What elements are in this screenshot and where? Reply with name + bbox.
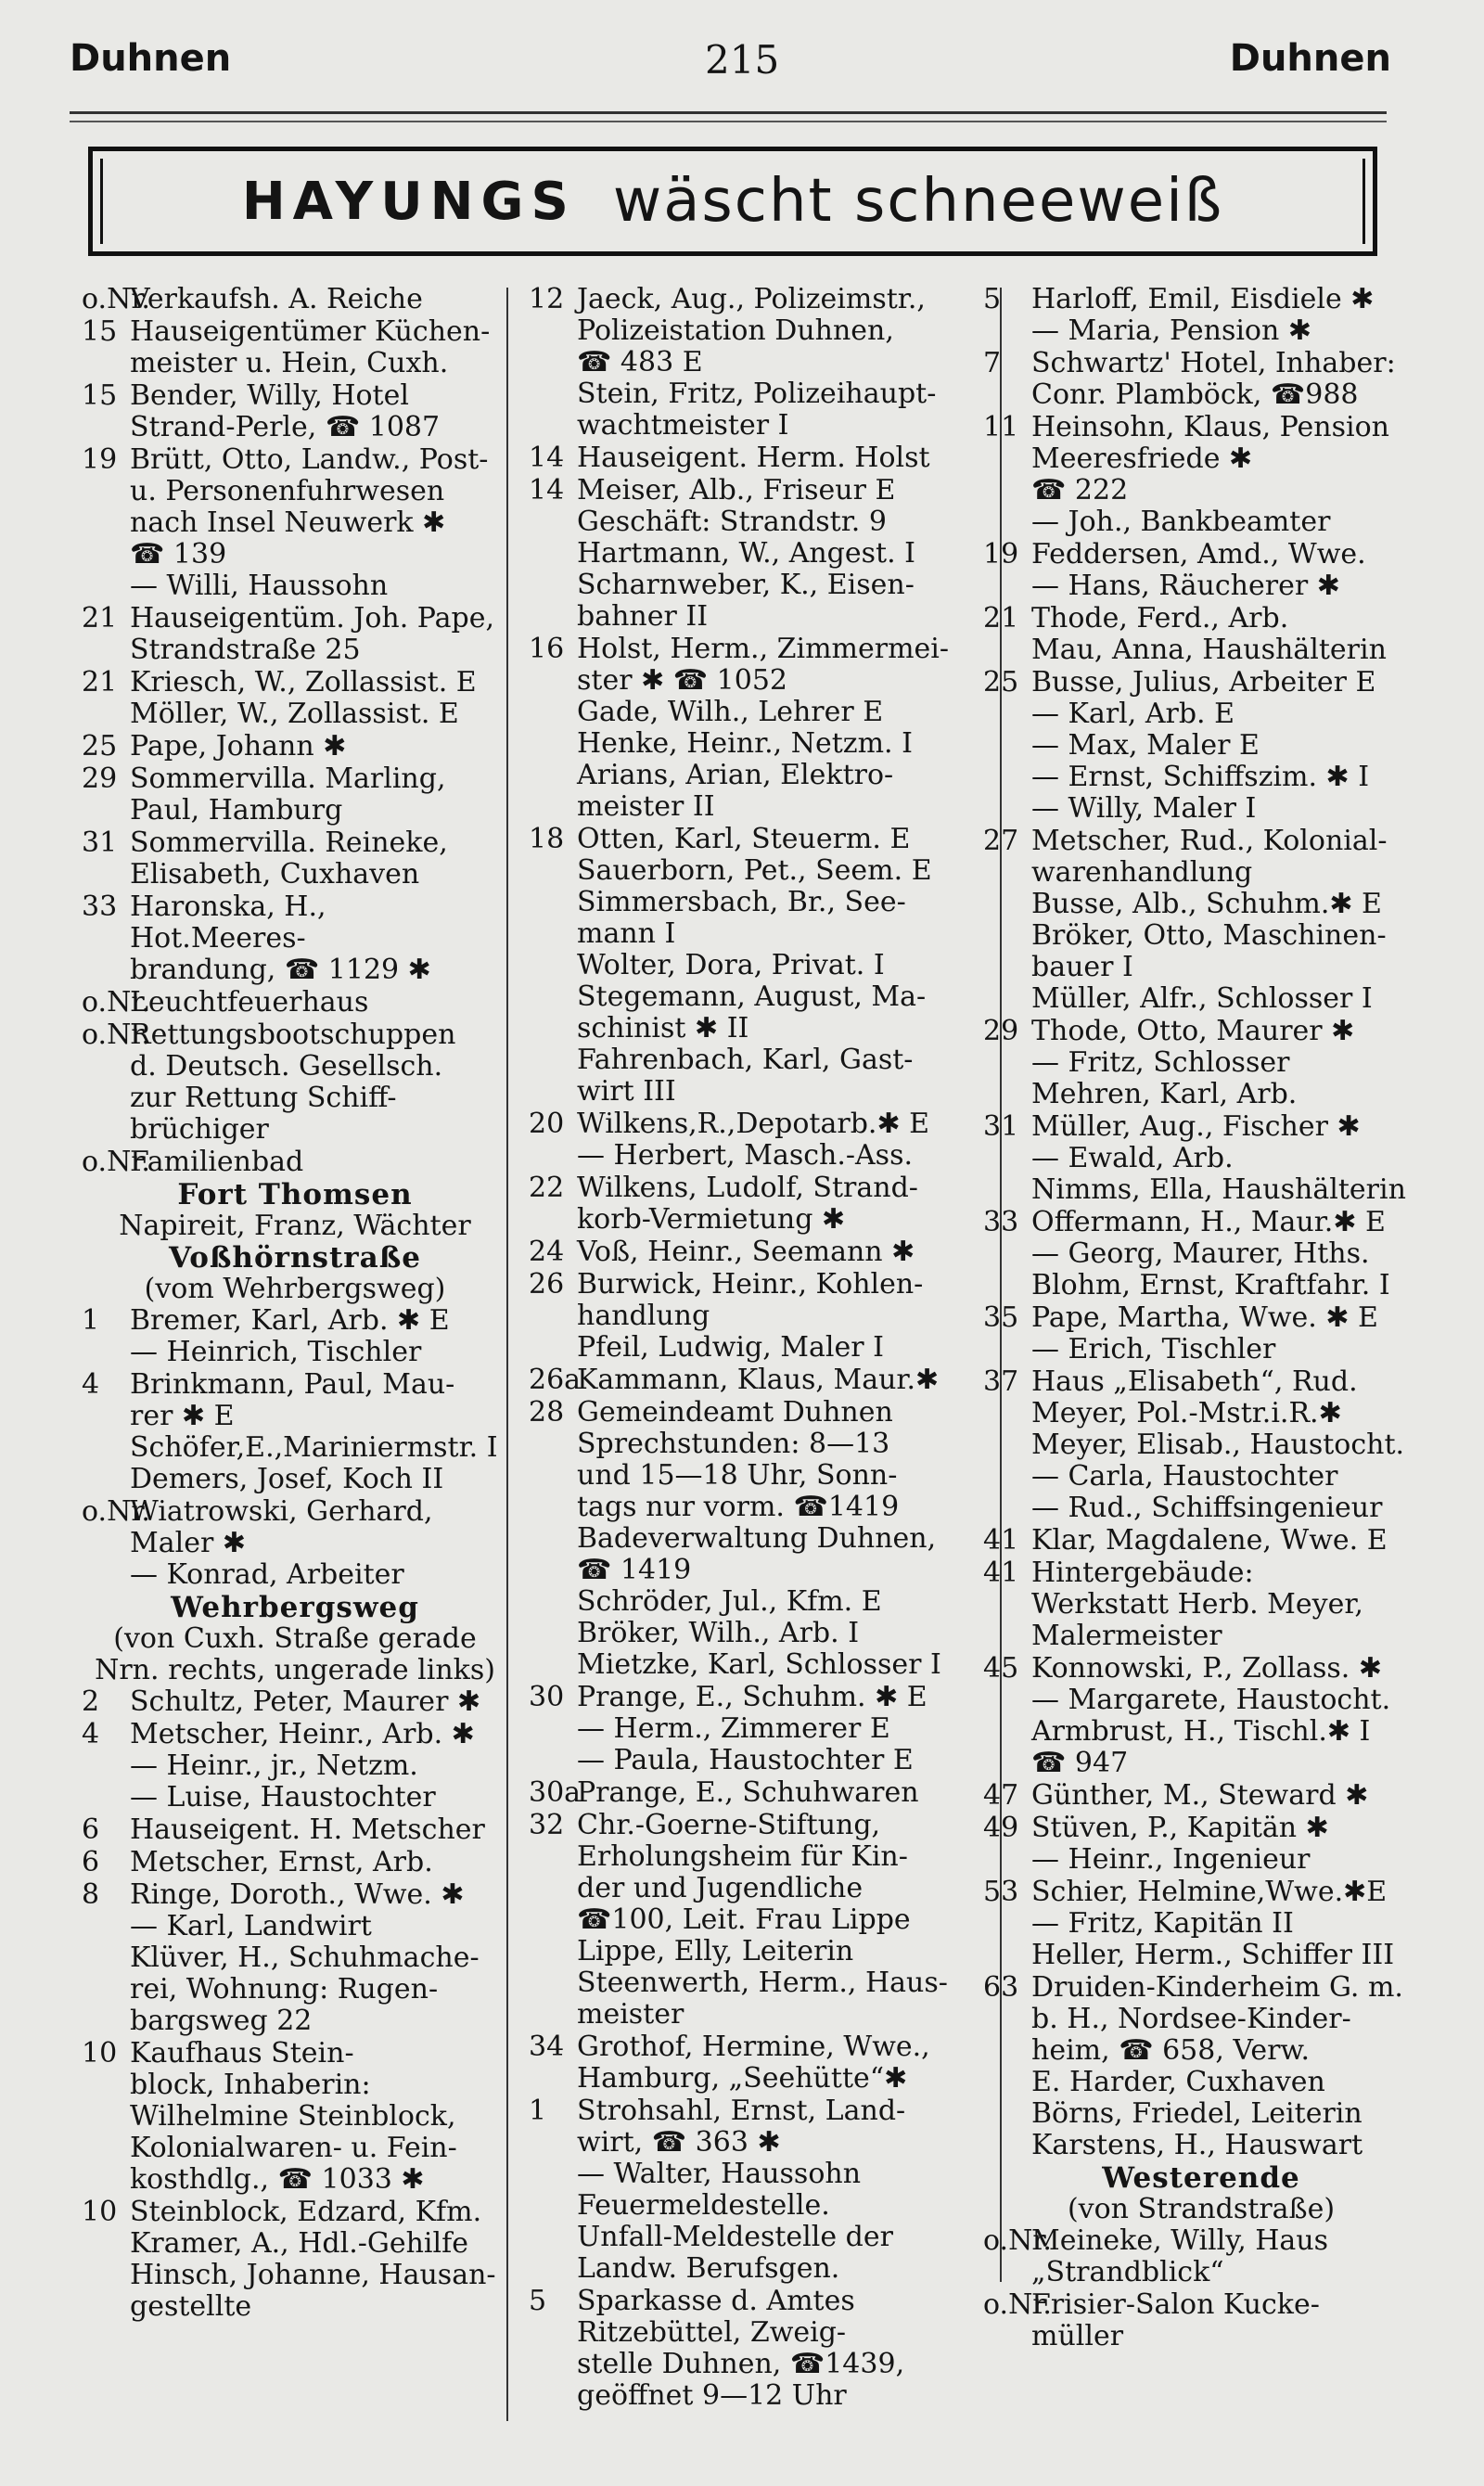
resident-entry-text: Bremer, Karl, Arb. ✱ E — Heinrich, Tischler [130, 1304, 450, 1368]
resident-entry-text: Bender, Willy, Hotel Strand-Perle, ☎ 1087 [130, 379, 441, 443]
house-number: 41 [983, 1524, 1019, 1557]
resident-entry-text: Busse, Julius, Arbeiter E — Karl, Arb. E — Max, Maler E — Ernst, Schiffszim. ✱ I — Willy, Maler I [1031, 666, 1376, 825]
house-number: 18 [529, 823, 565, 855]
resident-entry-text: Feddersen, Amd., Wwe. — Hans, Räucherer ✱ [1031, 538, 1366, 602]
resident-entry-text: Stüven, P., Kapitän ✱ — Heinr., Ingenieur [1031, 1812, 1329, 1876]
directory-entry [529, 1777, 972, 1809]
directory-entry [529, 475, 972, 633]
house-number: 32 [529, 1809, 565, 1841]
directory-entry [82, 731, 508, 762]
directory-entry [983, 1016, 1419, 1110]
house-number: 45 [983, 1652, 1019, 1685]
resident-entry-text: Rettungsbootschuppen d. Deutsch. Gesellsch. zur Rettung Schiff- brüchiger [130, 1019, 456, 1146]
resident-entry-text: Grothof, Hermine, Wwe., Hamburg, „Seehütte“✱ [577, 2031, 930, 2095]
resident-entry-text: Hintergebäude: Werkstatt Herb. Meyer, Malermeister [1031, 1557, 1363, 1652]
resident-entry-text: Klar, Magdalene, Wwe. E [1031, 1524, 1388, 1557]
resident-entry-text: Ringe, Doroth., Wwe. ✱ — Karl, Landwirt Klüver, H., Schuhmache- rei, Wohnung: Rugen- bargsweg 22 [130, 1878, 480, 2037]
house-number: 25 [82, 730, 118, 762]
directory-column-3 [983, 284, 1419, 2353]
directory-entry [529, 634, 972, 823]
street-note: Napireit, Franz, Wächter [119, 1210, 471, 1242]
directory-entry [983, 284, 1419, 347]
street-heading: Wehrbergsweg [171, 1591, 419, 1624]
resident-entry-text: Schultz, Peter, Maurer ✱ [130, 1685, 481, 1718]
resident-entry-text: Meiser, Alb., Friseur E Geschäft: Strandstr. 9 Hartmann, W., Angest. I Scharnweber, K., Eisen- bahner II [577, 474, 916, 633]
resident-entry-text: Konnowski, P., Zollass. ✱ — Margarete, Haustocht. Armbrust, H., Tischl.✱ I ☎ 947 [1031, 1652, 1391, 1779]
resident-entry-text: Pape, Martha, Wwe. ✱ E — Erich, Tischler [1031, 1301, 1378, 1365]
directory-entry [529, 824, 972, 1108]
house-number: 30 [529, 1681, 565, 1713]
resident-entry-text: Schwartz' Hotel, Inhaber: Conr. Plamböck, ☎988 [1031, 347, 1396, 411]
directory-entry [983, 826, 1419, 1015]
directory-entry [983, 1972, 1419, 2161]
directory-entry [82, 316, 508, 379]
directory-entry [983, 1877, 1419, 1971]
house-number: 20 [529, 1108, 565, 1140]
house-number: 4 [82, 1718, 100, 1750]
directory-entry [983, 1525, 1419, 1557]
resident-entry-text: Haronska, H., Hot.Meeres- brandung, ☎ 1129 ✱ [130, 891, 431, 986]
resident-entry-text: Strohsahl, Ernst, Land- wirt, ☎ 363 ✱ — Walter, Haussohn Feuermeldestelle. Unfall-Meldestelle der Landw. Berufsgen. [577, 2095, 906, 2285]
house-number: 11 [983, 411, 1019, 443]
resident-entry-text: Sommervilla. Marling, Paul, Hamburg [130, 762, 446, 827]
house-number: 15 [82, 379, 118, 412]
directory-entry [82, 1719, 508, 1813]
house-number: 31 [983, 1110, 1019, 1143]
directory-entry [82, 891, 508, 986]
resident-entry-text: Jaeck, Aug., Polizeimstr., Polizeistation Duhnen, ☎ 483 E Stein, Fritz, Polizeihaupt- wachtmeister I [577, 283, 937, 442]
resident-entry-text: Wilkens,R.,Depotarb.✱ E — Herbert, Masch.-Ass. [577, 1108, 930, 1172]
house-number: 6 [82, 1813, 100, 1846]
house-number: 30a [529, 1776, 582, 1809]
directory-entry [82, 284, 508, 315]
house-number: 2 [82, 1685, 100, 1718]
directory-column-2 [529, 284, 972, 2413]
resident-entry-text: Kammann, Klaus, Maur.✱ [577, 1364, 940, 1396]
house-number: 26 [529, 1268, 565, 1301]
ad-brand: HAYUNGS [241, 171, 576, 232]
resident-entry-text: Chr.-Goerne-Stiftung, Erholungsheim für Kin- der und Jugendliche ☎100, Leit. Frau Lippe Lippe, Elly, Leiterin Steenwerth, Herm., Haus- meister [577, 1809, 948, 2031]
house-number: 33 [82, 891, 118, 923]
house-number: 24 [529, 1236, 565, 1268]
street-heading: Fort Thomsen [177, 1178, 413, 1211]
resident-entry-text: Metscher, Heinr., Arb. ✱ — Heinr., jr., Netzm. — Luise, Haustochter [130, 1718, 475, 1813]
directory-entry [529, 1173, 972, 1236]
directory-entry [82, 1369, 508, 1495]
house-number: 31 [82, 827, 118, 859]
directory-entry [983, 2289, 1419, 2352]
directory-entry [82, 987, 508, 1019]
resident-entry-text: Brinkmann, Paul, Mau- rer ✱ E Schöfer,E.,Mariniermstr. I Demers, Josef, Koch II [130, 1368, 498, 1495]
house-number: 27 [983, 825, 1019, 857]
directory-entry [529, 1397, 972, 1681]
resident-entry-text: Hauseigentümer Küchen- meister u. Hein, Cuxh. [130, 315, 491, 379]
directory-entry [82, 2197, 508, 2323]
resident-entry-text: Pape, Johann ✱ [130, 730, 347, 762]
directory-entry [983, 1653, 1419, 1779]
directory-entry [529, 1810, 972, 2031]
directory-entry [82, 1814, 508, 1846]
house-number: 34 [529, 2031, 565, 2063]
directory-entry [983, 1366, 1419, 1524]
directory-entry [529, 442, 972, 474]
resident-entry-text: Metscher, Rud., Kolonial- warenhandlung Busse, Alb., Schuhm.✱ E Bröker, Otto, Maschinen- bauer I Müller, Alfr., Schlosser I [1031, 825, 1388, 1015]
ad-slogan: wäscht schneeweiß [612, 167, 1224, 236]
street-heading: Westerende [1102, 2161, 1300, 2195]
resident-entry-text: Harloff, Emil, Eisdiele ✱ — Maria, Pension ✱ [1031, 283, 1375, 347]
house-number: 1 [82, 1304, 100, 1337]
house-number: 49 [983, 1812, 1019, 1844]
resident-entry-text: Schier, Helmine,Wwe.✱E — Fritz, Kapitän II Heller, Herm., Schiffer III [1031, 1876, 1395, 1971]
directory-entry [983, 2225, 1419, 2288]
directory-entry [82, 603, 508, 666]
resident-entry-text: Haus „Elisabeth“, Rud. Meyer, Pol.-Mstr.i.R.✱ Meyer, Elisab., Haustocht. — Carla, Haustochter — Rud., Schiffsingenieur [1031, 1365, 1405, 1524]
directory-entry [82, 763, 508, 827]
resident-entry-text: Metscher, Ernst, Arb. [130, 1846, 433, 1878]
page-number: 215 [705, 37, 780, 83]
house-number: o.Nr. [82, 1495, 150, 1528]
house-number: o.Nr. [983, 2224, 1052, 2257]
house-number: 7 [983, 347, 1002, 379]
house-number: 21 [82, 602, 118, 634]
resident-entry-text: Brütt, Otto, Landw., Post- u. Personenfuhrwesen nach Insel Neuwerk ✱ ☎ 139 — Willi, Haussohn [130, 443, 489, 602]
directory-entry [983, 603, 1419, 666]
house-number: 26a [529, 1364, 582, 1396]
resident-entry-text: Frisier-Salon Kucke- müller [1031, 2288, 1320, 2352]
house-number: 22 [529, 1172, 565, 1204]
directory-entry [82, 1879, 508, 2037]
house-number: o.Nr. [82, 1019, 150, 1051]
house-number: 29 [983, 1015, 1019, 1047]
resident-entry-text: Thode, Ferd., Arb. Mau, Anna, Haushälterin [1031, 602, 1387, 666]
directory-entry [529, 1682, 972, 1776]
house-number: 28 [529, 1396, 565, 1429]
directory-entry [82, 1686, 508, 1718]
house-number: 1 [529, 2095, 547, 2127]
resident-entry-text: Wiatrowski, Gerhard, Maler ✱ — Konrad, Arbeiter [130, 1495, 433, 1591]
house-number: 63 [983, 1971, 1019, 2004]
resident-entry-text: Sommervilla. Reineke, Elisabeth, Cuxhaven [130, 827, 448, 891]
advertisement-banner [88, 147, 1377, 256]
house-number: 33 [983, 1206, 1019, 1238]
directory-entry [82, 380, 508, 443]
house-number: 19 [82, 443, 118, 476]
resident-entry-text: Müller, Aug., Fischer ✱ — Ewald, Arb. Nimms, Ella, Haushälterin [1031, 1110, 1406, 1206]
directory-entry [529, 1108, 972, 1172]
directory-entry [983, 667, 1419, 825]
house-number: 15 [82, 315, 118, 348]
house-number: 41 [983, 1557, 1019, 1589]
house-number: 37 [983, 1365, 1019, 1398]
resident-entry-text: Otten, Karl, Steuerm. E Sauerborn, Pet., Seem. E Simmersbach, Br., See- mann I Wolter, Dora, Privat. I Stegemann, August, Ma- schinist ✱ II Fahrenbach, Karl, Gast- wirt III [577, 823, 932, 1108]
resident-entry-text: Wilkens, Ludolf, Strand- korb-Vermietung ✱ [577, 1172, 918, 1236]
resident-entry-text: Kriesch, W., Zollassist. E Möller, W., Zollassist. E [130, 666, 477, 730]
directory-entry [529, 2286, 972, 2412]
header-rule-thin [70, 121, 1387, 122]
street-note: (von Strandstraße) [1067, 2193, 1336, 2225]
resident-entry-text: Burwick, Heinr., Kohlen- handlung Pfeil, Ludwig, Maler I [577, 1268, 924, 1364]
header-rule [70, 111, 1387, 114]
resident-entry-text: Hauseigent. H. Metscher [130, 1813, 485, 1846]
house-number: 47 [983, 1779, 1019, 1812]
resident-entry-text: Meineke, Willy, Haus „Strandblick“ [1031, 2224, 1329, 2288]
resident-entry-text: Voß, Heinr., Seemann ✱ [577, 1236, 915, 1268]
resident-entry-text: Thode, Otto, Maurer ✱ — Fritz, Schlosser Mehren, Karl, Arb. [1031, 1015, 1355, 1110]
resident-entry-text: Kaufhaus Stein- block, Inhaberin: Wilhelmine Steinblock, Kolonialwaren- u. Fein- kosthdlg., ☎ 1033 ✱ [130, 2037, 457, 2196]
resident-entry-text: Prange, E., Schuhm. ✱ E — Herm., Zimmerer E — Paula, Haustochter E [577, 1681, 928, 1776]
directory-entry [82, 1147, 508, 1178]
directory-entry [529, 1237, 972, 1268]
house-number: 12 [529, 283, 565, 315]
directory-entry [82, 667, 508, 730]
directory-entry [82, 2038, 508, 2196]
street-note: (vom Wehrbergsweg) [144, 1273, 446, 1305]
resident-entry-text: Günther, M., Steward ✱ [1031, 1779, 1369, 1812]
directory-entry [983, 1302, 1419, 1365]
resident-entry-text: Prange, E., Schuhwaren [577, 1776, 919, 1809]
directory-entry [983, 1207, 1419, 1301]
directory-entry [983, 348, 1419, 411]
running-header-right: Duhnen [1229, 37, 1391, 80]
house-number: 4 [82, 1368, 100, 1401]
directory-entry [82, 1847, 508, 1878]
street-note: (von Cuxh. Straße gerade Nrn. rechts, ungerade links) [95, 1622, 495, 1686]
directory-entry [983, 1557, 1419, 1652]
house-number: 16 [529, 633, 565, 665]
house-number: 10 [82, 2037, 118, 2070]
house-number: 29 [82, 762, 118, 795]
house-number: 35 [983, 1301, 1019, 1334]
resident-entry-text: Verkaufsh. A. Reiche [130, 283, 423, 315]
directory-entry [983, 412, 1419, 538]
directory-entry [529, 2095, 972, 2285]
resident-entry-text: Leuchtfeuerhaus [130, 986, 369, 1019]
directory-entry [983, 1111, 1419, 1206]
resident-entry-text: Steinblock, Edzard, Kfm. Kramer, A., Hdl.-Gehilfe Hinsch, Johanne, Hausan- gestellte [130, 2196, 496, 2323]
house-number: o.Nr. [82, 283, 150, 315]
house-number: 14 [529, 474, 565, 506]
house-number: o.Nr. [82, 986, 150, 1019]
resident-entry-text: Gemeindeamt Duhnen Sprechstunden: 8—13 und 15—18 Uhr, Sonn- tags nur vorm. ☎1419 Badeverwaltung Duhnen, ☎ 1419 Schröder, Jul., Kfm. E Bröker, Wilh., Arb. I Mietzke, Karl, Schlosser I [577, 1396, 941, 1681]
directory-entry [529, 284, 972, 442]
directory-entry [82, 1305, 508, 1368]
running-header-left: Duhnen [70, 37, 232, 80]
directory-entry [529, 1365, 972, 1396]
resident-entry-text: Sparkasse d. Amtes Ritzebüttel, Zweig- stelle Duhnen, ☎1439, geöffnet 9—12 Uhr [577, 2285, 905, 2412]
house-number: 10 [82, 2196, 118, 2228]
house-number: 53 [983, 1876, 1019, 1908]
house-number: 5 [983, 283, 1002, 315]
directory-entry [529, 2031, 972, 2095]
house-number: 19 [983, 538, 1019, 570]
house-number: o.Nr. [983, 2288, 1052, 2321]
house-number: 25 [983, 666, 1019, 698]
resident-entry-text: Offermann, H., Maur.✱ E — Georg, Maurer, Hths. Blohm, Ernst, Kraftfahr. I [1031, 1206, 1390, 1301]
directory-column-1 [82, 284, 508, 2324]
directory-entry [82, 1019, 508, 1146]
house-number: o.Nr. [82, 1146, 150, 1178]
house-number: 6 [82, 1846, 100, 1878]
resident-entry-text: Hauseigent. Herm. Holst [577, 442, 930, 474]
directory-entry [82, 827, 508, 891]
resident-entry-text: Druiden-Kinderheim G. m. b. H., Nordsee-Kinder- heim, ☎ 658, Verw. E. Harder, Cuxhaven Börns, Friedel, Leiterin Karstens, H., Hauswart [1031, 1971, 1403, 2161]
house-number: 21 [82, 666, 118, 698]
resident-entry-text: Holst, Herm., Zimmermei- ster ✱ ☎ 1052 Gade, Wilh., Lehrer E Henke, Heinr., Netzm. I Arians, Arian, Elektro- meister II [577, 633, 950, 823]
street-heading: Voßhörnstraße [169, 1241, 421, 1275]
house-number: 5 [529, 2285, 547, 2317]
resident-entry-text: Heinsohn, Klaus, Pension Meeresfriede ✱ ☎ 222 — Joh., Bankbeamter [1031, 411, 1389, 538]
directory-entry [82, 444, 508, 602]
resident-entry-text: Familienbad [130, 1146, 304, 1178]
house-number: 21 [983, 602, 1019, 634]
directory-entry [529, 1269, 972, 1364]
directory-entry [983, 1813, 1419, 1876]
house-number: 14 [529, 442, 565, 474]
directory-entry [983, 1780, 1419, 1812]
resident-entry-text: Hauseigentüm. Joh. Pape, Strandstraße 25 [130, 602, 494, 666]
directory-entry [82, 1496, 508, 1591]
house-number: 8 [82, 1878, 100, 1911]
directory-entry [983, 539, 1419, 602]
